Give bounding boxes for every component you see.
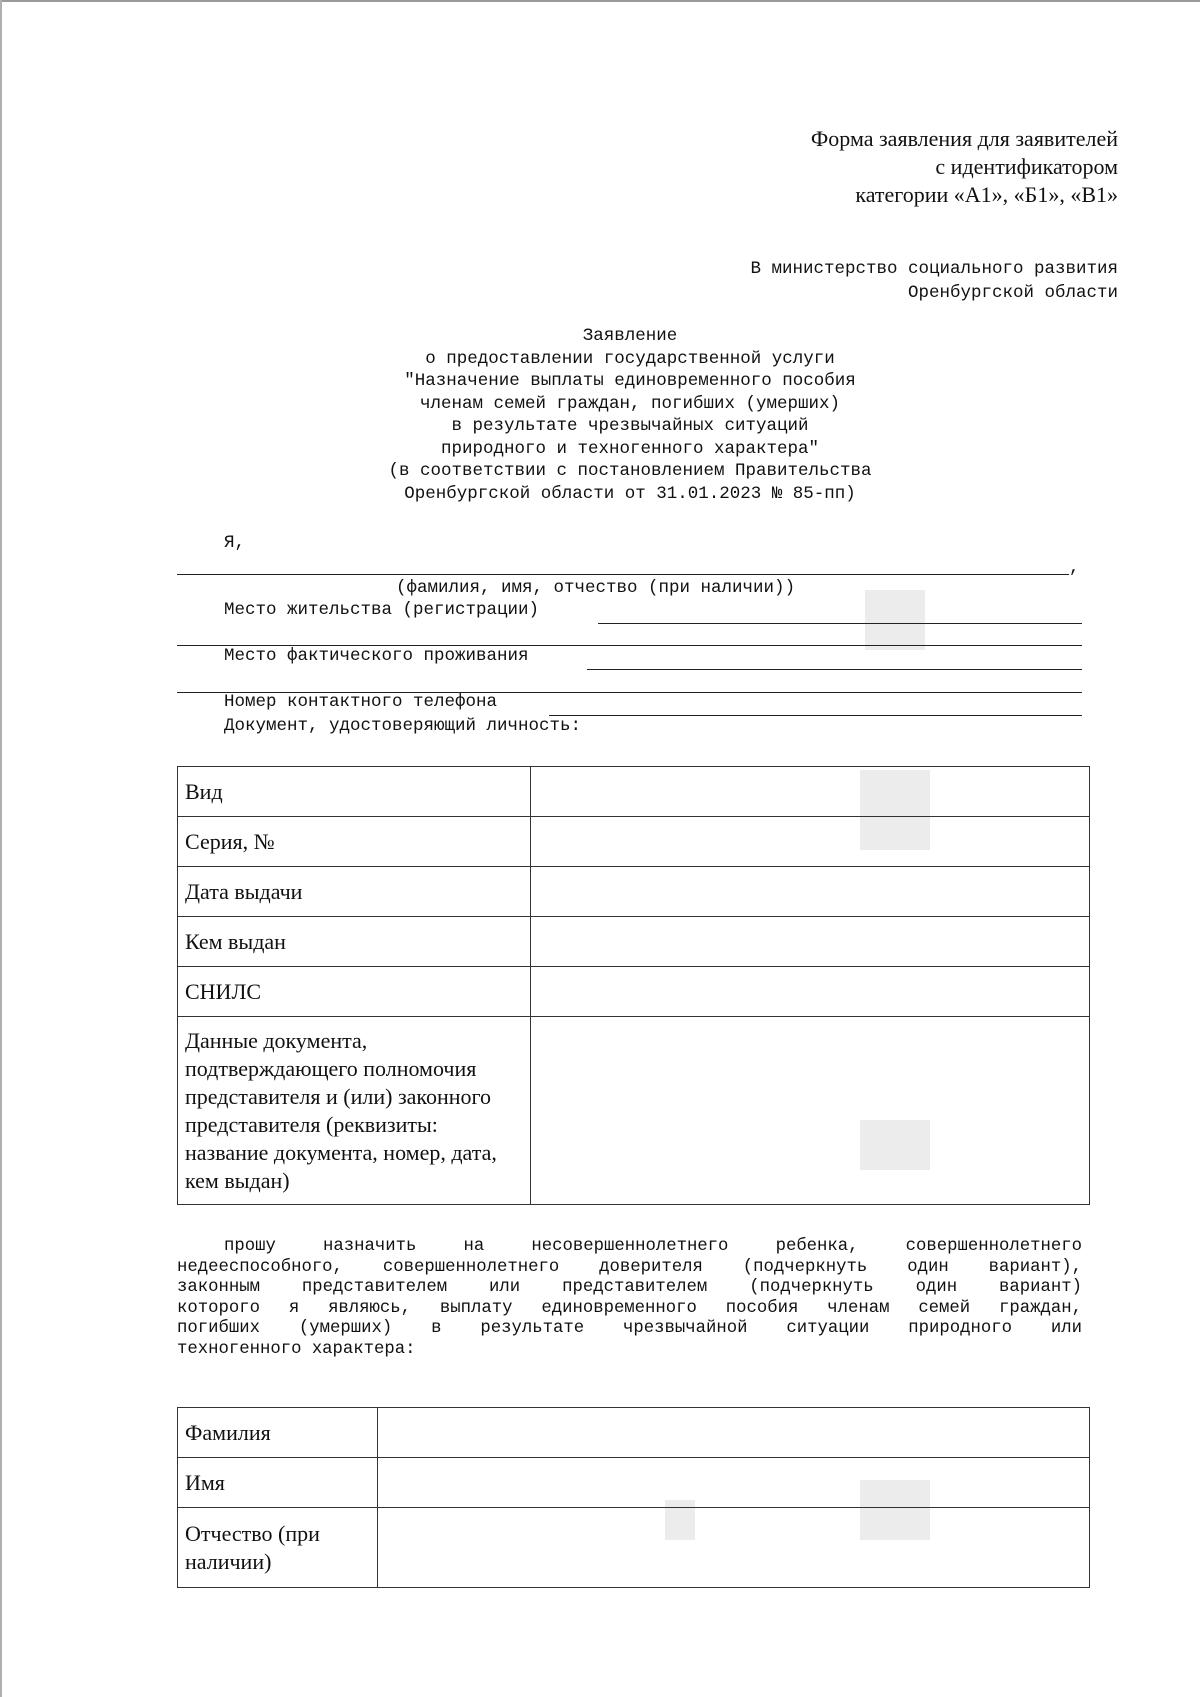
table-cell-label: Данные документа, подтверждающего полномочия представителя и (или) законного представителя (реквизиты: название документа, номер, дата, кем выдан) <box>178 1017 531 1205</box>
table-cell-label: Серия, № <box>178 817 531 867</box>
phone-label: Номер контактного телефона <box>224 692 498 712</box>
table-cell-value[interactable] <box>378 1458 1090 1508</box>
id-document-table <box>177 766 1090 1205</box>
title-line: "Назначение выплаты единовременного пособия <box>404 371 856 391</box>
title-line: в результате чрезвычайных ситуаций <box>451 416 809 436</box>
paragraph-line: законным представителем или представителем (подчеркнуть один вариант) <box>177 1278 1082 1298</box>
title-line: о предоставлении государственной услуги <box>425 348 835 369</box>
table-cell-value[interactable] <box>531 917 1090 967</box>
scan-border-left <box>0 0 2 1697</box>
scan-border-top <box>0 0 1200 2</box>
paragraph-line: погибших (умерших) в результате чрезвычайной ситуации природного или <box>177 1319 1082 1339</box>
table-row <box>178 967 1090 1017</box>
table-cell-label: Дата выдачи <box>178 867 531 917</box>
form-type-header <box>811 125 1118 209</box>
table-row <box>178 1408 1090 1458</box>
table-cell-label: СНИЛС <box>178 967 531 1017</box>
table-cell-value[interactable] <box>531 867 1090 917</box>
fio-comma: , <box>1069 558 1080 578</box>
title-line: (в соответствии с постановлением Правительства <box>388 461 872 481</box>
table-row <box>178 867 1090 917</box>
form-type-line: Форма заявления для заявителей <box>810 126 1118 151</box>
actual-residence-field-line[interactable] <box>587 669 1082 670</box>
scan-noise <box>865 590 925 650</box>
residence-field-line[interactable] <box>598 623 1082 624</box>
table-cell-label: Имя <box>178 1458 378 1508</box>
title-line: членам семей граждан, погибших (умерших) <box>419 393 841 414</box>
residence-label: Место жительства (регистрации) <box>224 600 540 620</box>
form-type-line: с идентификатором <box>935 154 1118 179</box>
request-paragraph <box>177 1237 1082 1361</box>
table-cell-label: Вид <box>178 767 531 817</box>
paragraph-line: которого я являюсь, выплату единовременного пособия членам семей граждан, <box>177 1298 1082 1318</box>
child-data-table <box>177 1407 1090 1588</box>
fio-caption: (фамилия, имя, отчество (при наличии)) <box>396 578 796 598</box>
actual-residence-label: Место фактического проживания <box>224 646 529 666</box>
id-document-label: Документ, удостоверяющий личность: <box>224 716 582 736</box>
document-title <box>330 325 930 505</box>
title-line: Оренбургской области от 31.01.2023 № 85-пп) <box>404 483 856 504</box>
title-line: Заявление <box>582 326 678 346</box>
table-cell-value[interactable] <box>378 1408 1090 1458</box>
form-type-line: категории «А1», «Б1», «В1» <box>855 182 1118 207</box>
table-cell-value[interactable] <box>378 1508 1090 1588</box>
table-row <box>178 767 1090 817</box>
table-row <box>178 817 1090 867</box>
table-cell-label: Отчество (при наличии) <box>178 1508 378 1588</box>
table-cell-value[interactable] <box>531 767 1090 817</box>
fio-field-line[interactable] <box>177 574 1069 575</box>
addressee-line: Оренбургской области <box>907 283 1118 303</box>
title-line: природного и техногенного характера" <box>440 438 820 459</box>
addressee <box>750 257 1118 305</box>
addressee-line: В министерство социального развития <box>750 259 1118 279</box>
table-cell-value[interactable] <box>531 817 1090 867</box>
table-cell-value[interactable] <box>531 1017 1090 1205</box>
table-cell-label: Кем выдан <box>178 917 531 967</box>
paragraph-line: недееспособного, совершеннолетнего доверителя (подчеркнуть один вариант), <box>177 1257 1082 1277</box>
ya-label: Я, <box>224 533 246 553</box>
phone-field-line[interactable] <box>549 715 1082 716</box>
table-row <box>178 917 1090 967</box>
paragraph-line: прошу назначить на несовершеннолетнего ребенка, совершеннолетнего <box>224 1237 1082 1256</box>
paragraph-line: техногенного характера: <box>177 1339 416 1359</box>
table-row <box>178 1458 1090 1508</box>
table-row <box>178 1017 1090 1205</box>
table-cell-label: Фамилия <box>178 1408 378 1458</box>
table-row <box>178 1508 1090 1588</box>
table-cell-value[interactable] <box>531 967 1090 1017</box>
